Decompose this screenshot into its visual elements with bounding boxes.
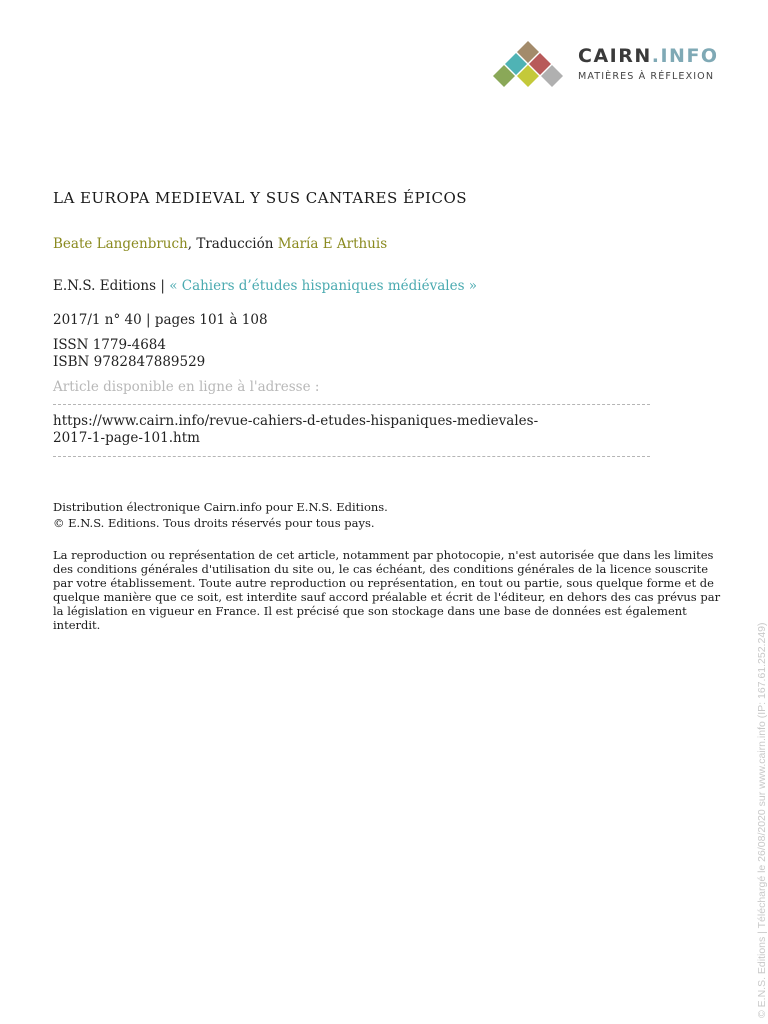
cairn-logo[interactable] [488, 40, 728, 90]
logo-text [578, 46, 719, 82]
logo-tagline: MATIÈRES À RÉFLEXION [578, 71, 715, 82]
article-url[interactable]: https://www.cairn.info/revue-cahiers-d-etudes-hispaniques-medievales-2017-1-page-101.htm [53, 413, 539, 446]
publisher-line [53, 278, 477, 294]
cairn-tiles-icon [488, 40, 568, 90]
translator-link[interactable]: María E Arthuis [277, 236, 388, 252]
author-link[interactable]: Beate Langenbruch [53, 236, 188, 252]
distribution-line: Distribution électronique Cairn.info pour E.N.S. Editions. [53, 500, 388, 514]
available-label: Article disponible en ligne à l'adresse : [53, 379, 320, 395]
isbn: ISBN 9782847889529 [53, 354, 206, 370]
divider [53, 404, 650, 405]
publisher-name: E.N.S. Editions | [53, 278, 170, 294]
authors-line [53, 236, 387, 252]
distribution-notice [53, 499, 388, 531]
identifiers [53, 337, 205, 371]
issue-info: 2017/1 n° 40 | pages 101 à 108 [53, 312, 268, 328]
journal-link[interactable]: « Cahiers d’études hispaniques médiévales » [169, 278, 478, 294]
divider [53, 456, 650, 457]
download-watermark: © E.N.S. Editions | Téléchargé le 26/08/2020 sur www.cairn.info (IP: 167.61.252.249) [756, 622, 768, 1018]
logo-brand: CAIRN.INFO [578, 45, 719, 67]
issn: ISSN 1779-4684 [53, 337, 166, 353]
legal-notice: La reproduction ou représentation de cet article, notamment par photocopie, n'est autorisée que dans les limites des conditions générales d'utilisation du site ou, le cas échéant, des conditions générales de la licence souscrite par votre établissement. Toute autre reproduction ou représentation, en tout ou partie, sous quelque forme et de quelque manière que ce soit, est interdite sauf accord préalable et écrit de l'éditeur, en dehors des cas prévus par la législation en vigueur en France. Il est précisé que son stockage dans une base de données est également interdit. [53, 548, 721, 632]
article-title: LA EUROPA MEDIEVAL Y SUS CANTARES ÉPICOS [53, 189, 468, 207]
translation-label: , Traducción [187, 236, 278, 252]
copyright-line: © E.N.S. Editions. Tous droits réservés pour tous pays. [53, 516, 375, 530]
